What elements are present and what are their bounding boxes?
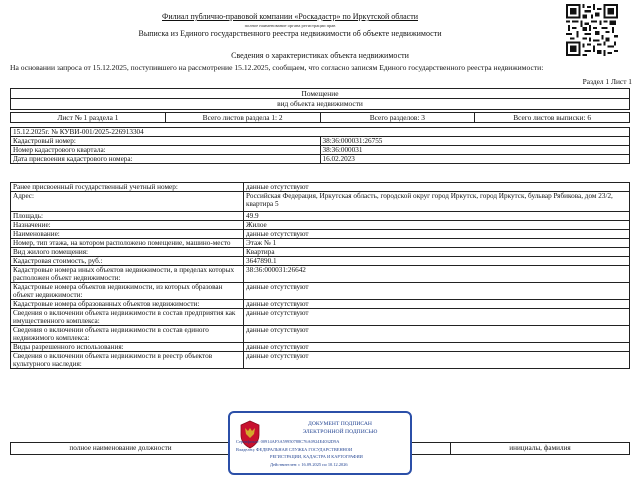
- table-row: [11, 155, 630, 164]
- row-label: Виды разрешенного использования:: [11, 343, 244, 352]
- identifiers-table: [10, 127, 630, 164]
- row-value: данные отсутствуют: [244, 300, 630, 309]
- row-label: Кадастровые номера иных объектов недвижимости, в пределах которых расположен объект недвижимости:: [11, 266, 244, 283]
- table-row: [11, 248, 630, 257]
- row-label: Кадастровые номера объектов недвижимости, из которых образован объект недвижимости:: [11, 283, 244, 300]
- row-value: 16.02.2023: [320, 155, 630, 164]
- stamp-validity: Действителен: с 16.09.2025 по 10.12.2026: [270, 463, 348, 467]
- row-value: 49.9: [244, 212, 630, 221]
- sheet-number: Лист № 1 раздела 1: [11, 113, 166, 122]
- table-row: [11, 212, 630, 221]
- qr-code-icon: [566, 4, 618, 56]
- object-type: Помещение: [11, 89, 629, 99]
- row-label: Сведения о включении объекта недвижимости в реестр объектов культурного наследия:: [11, 352, 244, 369]
- table-row: [11, 192, 630, 212]
- table-row: [11, 266, 630, 283]
- position-caption: полное наименование должности: [11, 443, 231, 454]
- name-caption: инициалы, фамилия: [509, 444, 571, 452]
- row-label: Кадастровый номер:: [11, 137, 321, 146]
- sheets-info: [10, 112, 630, 123]
- table-row: [11, 239, 630, 248]
- row-value: данные отсутствуют: [244, 326, 630, 343]
- organization-caption: полное наименование органа регистрации прав: [244, 23, 336, 28]
- row-value: данные отсутствуют: [244, 309, 630, 326]
- intro-text: На основании запроса от 15.12.2025, поступившего на рассмотрение 15.12.2025, сообщаем, что согласно записям Единого государственного реестра недвижимости:: [10, 64, 544, 72]
- table-row: [11, 146, 630, 155]
- row-value: данные отсутствуют: [244, 352, 630, 369]
- document-title: Выписка из Единого государственного реестра недвижимости об объекте недвижимости: [138, 29, 442, 38]
- row-value: 38:36:000031:26642: [244, 266, 630, 283]
- row-value: данные отсутствуют: [244, 343, 630, 352]
- table-row: [11, 283, 630, 300]
- characteristics-table: [10, 182, 630, 369]
- row-label: Наименование:: [11, 230, 244, 239]
- row-label: Ранее присвоенный государственный учетный номер:: [11, 183, 244, 192]
- section-title: Сведения о характеристиках объекта недвижимости: [231, 51, 409, 60]
- sheets-in-section: Всего листов раздела 1: 2: [166, 113, 321, 122]
- table-row: [11, 257, 630, 266]
- organization-name: [90, 13, 490, 22]
- object-type-caption: вид объекта недвижимости: [277, 99, 363, 108]
- organization-name-text: Филиал публично-правовой компании «Роскадастр» по Иркутской области: [162, 12, 418, 21]
- record-id-row: [11, 128, 630, 137]
- row-value: Этаж № 1: [244, 239, 630, 248]
- row-label: Назначение:: [11, 221, 244, 230]
- table-row: [11, 326, 630, 343]
- row-value: 38:36:000031:26755: [320, 137, 630, 146]
- stamp-owner-continued: РЕГИСТРАЦИИ, КАДАСТРА И КАРТОГРАФИИ: [270, 455, 363, 459]
- row-value: 3647890.1: [244, 257, 630, 266]
- row-label: Номер кадастрового квартала:: [11, 146, 321, 155]
- table-row: [11, 221, 630, 230]
- row-value: данные отсутствуют: [244, 230, 630, 239]
- stamp-certificate: Сертификат: 00914AF3A59950788C76A0924E4032D9A: [236, 440, 340, 444]
- row-label: Вид жилого помещения:: [11, 248, 244, 257]
- table-row: [11, 300, 630, 309]
- table-row: [11, 343, 630, 352]
- sections-total: Всего разделов: 3: [321, 113, 476, 122]
- row-value: Жилое: [244, 221, 630, 230]
- table-row: [11, 352, 630, 369]
- object-type-box: [10, 88, 630, 110]
- row-label: Адрес:: [11, 192, 244, 212]
- row-label: Номер, тип этажа, на котором расположено помещение, машино-место: [11, 239, 244, 248]
- table-row: [11, 183, 630, 192]
- stamp-title: ДОКУМЕНТ ПОДПИСАН: [308, 421, 372, 427]
- table-row: [11, 309, 630, 326]
- row-label: Сведения о включении объекта недвижимости в состав единого недвижимого комплекса:: [11, 326, 244, 343]
- record-id: 15.12.2025г. № КУВИ-001/2025-226913304: [11, 128, 630, 137]
- table-row: [11, 137, 630, 146]
- sheet-reference: Раздел 1 Лист 1: [582, 77, 632, 86]
- sheets-total: Всего листов выписки: 6: [513, 113, 592, 122]
- row-value: Российская Федерация, Иркутская область, городской округ город Иркутск, город Иркутск, бульвар Рябикова, дом 23/2, квартира 5: [244, 192, 630, 212]
- row-label: Сведения о включении объекта недвижимости в состав предприятия как имущественного комплекса:: [11, 309, 244, 326]
- row-value: данные отсутствуют: [244, 283, 630, 300]
- electronic-signature-stamp: [228, 411, 412, 475]
- row-value: 38:36:000031: [320, 146, 630, 155]
- row-label: Площадь:: [11, 212, 244, 221]
- row-label: Дата присвоения кадастрового номера:: [11, 155, 321, 164]
- stamp-subtitle: ЭЛЕКТРОННОЙ ПОДПИСЬЮ: [302, 429, 378, 435]
- row-value: данные отсутствуют: [244, 183, 630, 192]
- row-value: Квартира: [244, 248, 630, 257]
- row-label: Кадастровые номера образованных объектов недвижимости:: [11, 300, 244, 309]
- stamp-owner: Владелец: ФЕДЕРАЛЬНАЯ СЛУЖБА ГОСУДАРСТВЕННОЙ: [236, 448, 353, 452]
- table-row: [11, 230, 630, 239]
- row-label: Кадастровая стоимость, руб.:: [11, 257, 244, 266]
